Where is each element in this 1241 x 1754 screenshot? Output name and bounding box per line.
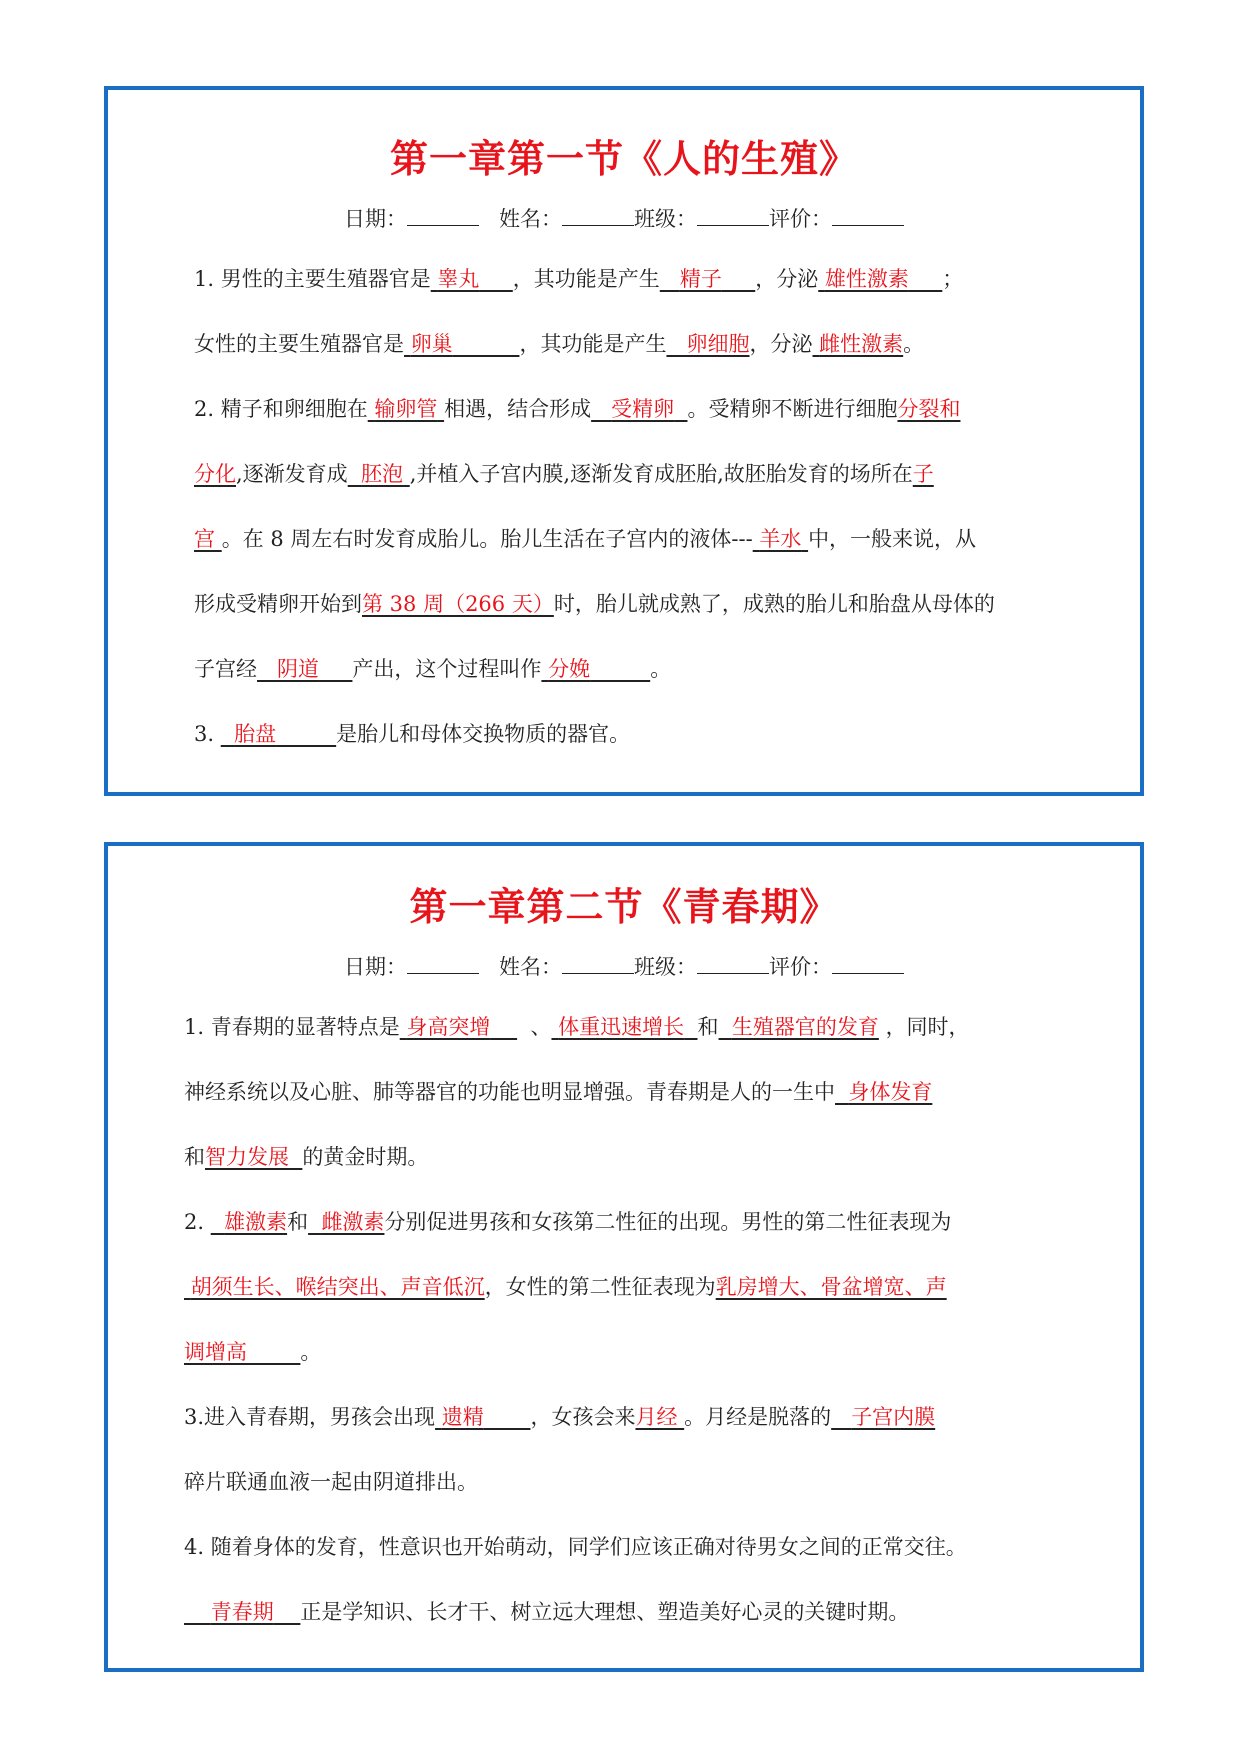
answer: 身高突增	[406, 1015, 491, 1039]
q4-line-1: 4. 随着身体的发育，性意识也开始萌动，同学们应该正确对待男女之间的正常交往。	[184, 1535, 967, 1559]
name-blank[interactable]	[562, 955, 634, 974]
questions	[108, 247, 1140, 767]
q1-line-2: 女性的主要生殖器官是 卵巢 ，其功能是产生 卵细胞，分泌 雌性激素。	[194, 332, 925, 356]
answer: 分裂和	[897, 397, 961, 421]
answer: 雄激素	[224, 1210, 288, 1234]
answer: 羊水	[759, 527, 802, 551]
answer: 分化	[194, 462, 236, 486]
answer: 阴道	[277, 657, 320, 681]
answer: 生殖器官的发育	[731, 1015, 879, 1039]
q2-line-3: 调增高 。	[184, 1340, 322, 1364]
answer: 体重迅速增长	[558, 1015, 685, 1039]
name-label: 姓名：	[499, 207, 563, 231]
name-blank[interactable]	[562, 207, 634, 226]
section-card-2	[104, 842, 1144, 1672]
section-card-1	[104, 86, 1144, 796]
q2-line-3: 宫 。在 8 周左右时发育成胎儿。胎儿生活在子宫内的液体--- 羊水 中，一般来说，从	[194, 527, 977, 551]
q3-line-2: 碎片联通血液一起由阴道排出。	[184, 1470, 478, 1494]
answer: 卵巢	[410, 332, 453, 356]
answer: 雄性激素	[824, 267, 909, 291]
q1-line-1: 1. 青春期的显著特点是 身高突增 、 体重迅速增长 和 生殖器官的发育 ，同时，	[184, 1015, 970, 1039]
answer: 胡须生长、喉结突出、声音低沉	[190, 1275, 485, 1299]
answer: 乳房增大、骨盆增宽、声	[715, 1275, 947, 1299]
answer: 输卵管	[374, 397, 438, 421]
answer: 受精卵	[611, 397, 675, 421]
questions	[108, 995, 1140, 1645]
answer: 子	[912, 462, 934, 486]
eval-label: 评价：	[769, 207, 833, 231]
answer: 卵细胞	[686, 332, 750, 356]
q1-line-2: 神经系统以及心脏、肺等器官的功能也明显增强。青春期是人的一生中 身体发育	[184, 1080, 933, 1104]
eval-label: 评价：	[769, 955, 833, 979]
q2-line-1: 2. 雄激素和 雌激素分别促进男孩和女孩第二性征的出现。男性的第二性征表现为	[184, 1210, 952, 1234]
date-label: 日期：	[343, 955, 407, 979]
q2-line-2: 分化,逐渐发育成 胚泡 ,并植入子宫内膜,逐渐发育成胚胎,故胚胎发育的场所在子	[194, 462, 934, 486]
answer: 胚泡	[361, 462, 404, 486]
answer: 宫	[194, 527, 215, 551]
section-title: 第一章第一节《人的生殖》	[389, 136, 858, 181]
q2-line-2: 胡须生长、喉结突出、声音低沉，女性的第二性征表现为乳房增大、骨盆增宽、声	[184, 1255, 1064, 1320]
q2-line-4: 形成受精卵开始到第 38 周（266 天）时，胎儿就成熟了，成熟的胎儿和胎盘从母体的	[194, 592, 995, 616]
q1-line-3: 和智力发展 的黄金时期。	[184, 1145, 429, 1169]
class-blank[interactable]	[697, 955, 769, 974]
eval-blank[interactable]	[832, 955, 904, 974]
q2-line-5: 子宫经 阴道 产出，这个过程叫作 分娩 。	[194, 657, 672, 681]
date-blank[interactable]	[407, 207, 479, 226]
answer: 雌激素	[321, 1210, 385, 1234]
answer: 分娩	[548, 657, 591, 681]
q2-line-1: 2. 精子和卵细胞在 输卵管 相遇，结合形成 受精卵 。受精卵不断进行细胞分裂和	[194, 397, 961, 421]
answer: 遗精	[441, 1405, 484, 1429]
q3-line-1: 3.进入青春期，男孩会出现 遗精 ，女孩会来月经 。月经是脱落的 子宫内膜	[184, 1405, 936, 1429]
answer: 雌性激素	[819, 332, 904, 356]
class-blank[interactable]	[697, 207, 769, 226]
answer: 胎盘	[234, 722, 277, 746]
meta-row	[108, 203, 1140, 233]
q1-line-1: 1. 男性的主要生殖器官是 睾丸 ，其功能是产生 精子 ，分泌 雄性激素 ；	[194, 267, 964, 291]
answer: 智力发展	[205, 1145, 289, 1169]
answer: 月经	[635, 1405, 678, 1429]
date-label: 日期：	[343, 207, 407, 231]
answer: 第 38 周（266 天）	[362, 592, 554, 616]
answer: 睾丸	[437, 267, 480, 291]
answer: 精子	[679, 267, 722, 291]
date-blank[interactable]	[407, 955, 479, 974]
class-label: 班级：	[634, 207, 698, 231]
answer: 身体发育	[848, 1080, 933, 1104]
answer: 青春期	[210, 1600, 274, 1624]
q4-line-2: 青春期 正是学知识、长才干、树立远大理想、塑造美好心灵的关键时期。	[184, 1580, 1064, 1645]
section-title: 第一章第二节《青春期》	[409, 884, 839, 929]
class-label: 班级：	[634, 955, 698, 979]
q3-line-1: 3. 胎盘 是胎儿和母体交换物质的器官。	[194, 722, 631, 746]
answer: 子宫内膜	[851, 1405, 936, 1429]
answer: 调增高	[184, 1340, 247, 1364]
meta-row	[108, 951, 1140, 981]
eval-blank[interactable]	[832, 207, 904, 226]
name-label: 姓名：	[499, 955, 563, 979]
